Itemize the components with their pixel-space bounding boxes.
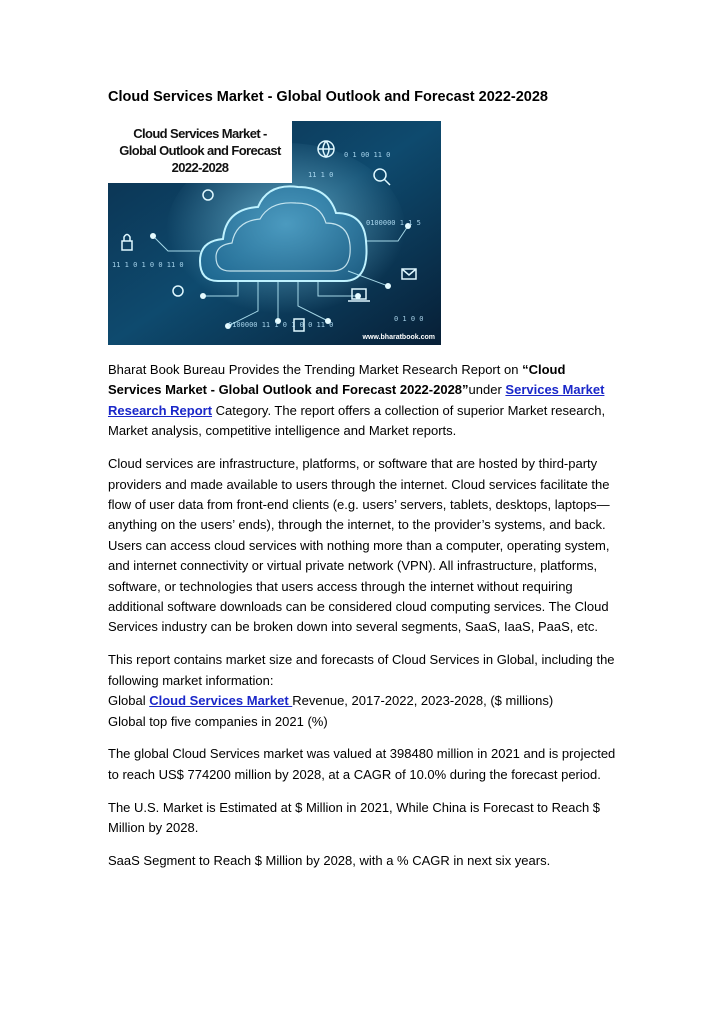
report-title-bold: “Cloud Services Market - Global Outlook and Forecast 2022-2028”	[108, 362, 566, 398]
banner-title-line-2: Global Outlook and Forecast	[119, 143, 281, 158]
svg-text:0 1 0 0: 0 1 0 0	[394, 315, 424, 323]
banner-title-line-1: Cloud Services Market -	[133, 126, 267, 141]
services-market-research-report-link[interactable]: Services Market Research Report	[108, 382, 605, 418]
svg-text:0100000 1 1 5: 0100000 1 1 5	[366, 219, 421, 227]
segment-paragraph: SaaS Segment to Reach $ Million by 2028, with a % CAGR in next six years.	[108, 853, 551, 869]
article-body	[108, 360, 620, 884]
page-title: Cloud Services Market - Global Outlook and Forecast 2022-2028	[108, 89, 548, 105]
banner-title	[108, 121, 292, 183]
regional-paragraph: The U.S. Market is Estimated at $ Million in 2021, While China is Forecast to Reach $ Million by 2028.	[108, 799, 601, 836]
report-contents-paragraph: This report contains market size and forecasts of Cloud Services in Global, including the following market information: Global Cloud Services Market Revenue, 2017-2022, 2023-2028, ($ millions) Global top five companies in 2021 (%)	[108, 652, 615, 729]
market-value-paragraph: The global Cloud Services market was valued at 398480 million in 2021 and is projected to reach US$ 774200 million by 2028, at a CAGR of 10.0% during the forecast period.	[108, 746, 616, 782]
svg-text:11 1 0 1 0 0 11 0: 11 1 0 1 0 0 11 0	[112, 261, 184, 269]
banner-url: www.bharatbook.com	[362, 334, 435, 341]
banner-title-line-3: 2022-2028	[171, 160, 229, 175]
intro-paragraph: Bharat Book Bureau Provides the Trending Market Research Report on “Cloud Services Market - Global Outlook and Forecast 2022-2028”under Services Market Research Report Category. The report offers a collection of superior Market research, Market analysis, competitive intelligence and Market reports.	[108, 362, 606, 439]
report-banner-image	[108, 121, 441, 345]
svg-text:0 1 00 11 0: 0 1 00 11 0	[344, 151, 391, 159]
svg-text:11 1 0: 11 1 0	[308, 171, 334, 179]
definition-paragraph: Cloud services are infrastructure, platforms, or software that are hosted by third-party providers and made available to users through the internet. Cloud services facilitate the flow of user data from front-end clients (e.g. users’ servers, tablets, desktops, laptops—anything on the users’ ends), through the internet, to the provider’s systems, and back. Users can access cloud services with nothing more than a computer, operating system, and internet connectivity or virtual private network (VPN). All infrastructure, platforms, software, or technologies that users access through the internet without requiring additional software downloads can be considered cloud computing services. The Cloud Services industry can be broken down into several segments, SaaS, IaaS, PaaS, etc.	[108, 456, 610, 635]
cloud-services-market-link[interactable]: Cloud Services Market	[149, 693, 293, 709]
svg-text:0100000 11 1 0 1 0 0 11 0: 0100000 11 1 0 1 0 0 11 0	[228, 321, 334, 329]
